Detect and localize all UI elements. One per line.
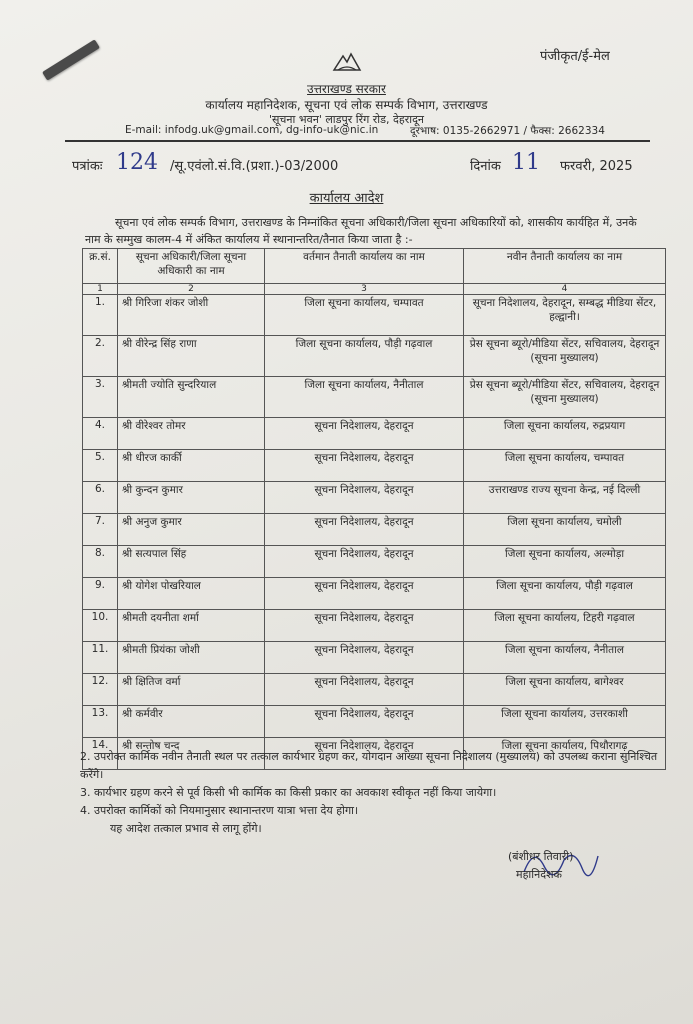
registered-label: पंजीकृत/ई-मेल — [540, 49, 610, 64]
table-row — [83, 706, 666, 738]
ref-code: /सू.एवंलो.सं.वि.(प्रशा.)-03/2000 — [170, 159, 339, 174]
table-header-row — [83, 249, 666, 284]
cell-current: जिला सूचना कार्यालय, चम्पावत — [265, 295, 464, 336]
table-row — [83, 295, 666, 336]
ref-label: पत्रांकः — [72, 159, 103, 174]
cell-current: सूचना निदेशालय, देहरादून — [265, 418, 464, 450]
cell-current: सूचना निदेशालय, देहरादून — [265, 450, 464, 482]
cell-name: श्री सन्तोष चन्द — [118, 738, 265, 770]
cell-name: श्रीमती प्रियंका जोशी — [118, 642, 265, 674]
government-name: उत्तराखण्ड सरकार — [307, 82, 386, 96]
email-text: E-mail: infodg.uk@gmail.com, dg-info-uk@nic.in — [125, 124, 379, 136]
cell-new: जिला सूचना कार्यालय, रुद्रप्रयाग — [464, 418, 666, 450]
cell-new: जिला सूचना कार्यालय, नैनीताल — [464, 642, 666, 674]
cell-sn: 14. — [83, 738, 118, 770]
cell-name: श्रीमती दयनीता शर्मा — [118, 610, 265, 642]
transfer-table — [82, 248, 666, 770]
cell-current: सूचना निदेशालय, देहरादून — [265, 546, 464, 578]
table-row — [83, 546, 666, 578]
note-effect: यह आदेश तत्काल प्रभाव से लागू होंगे। — [110, 822, 262, 835]
state-emblem-icon — [332, 48, 362, 74]
cell-sn: 4. — [83, 418, 118, 450]
cell-current: सूचना निदेशालय, देहरादून — [265, 674, 464, 706]
cell-name: श्री धीरज कार्की — [118, 450, 265, 482]
cell-new: जिला सूचना कार्यालय, पिथौरागढ़ — [464, 738, 666, 770]
table-row — [83, 482, 666, 514]
cell-sn: 9. — [83, 578, 118, 610]
reference-line — [72, 150, 652, 178]
cell-current: सूचना निदेशालय, देहरादून — [265, 642, 464, 674]
table-row — [83, 336, 666, 377]
paper-clip-icon — [42, 39, 100, 80]
table-row — [83, 610, 666, 642]
cell-new: जिला सूचना कार्यालय, पौड़ी गढ़वाल — [464, 578, 666, 610]
cell-current: जिला सूचना कार्यालय, पौड़ी गढ़वाल — [265, 336, 464, 377]
cell-current: सूचना निदेशालय, देहरादून — [265, 706, 464, 738]
cell-sn: 10. — [83, 610, 118, 642]
cell-name: श्री गिरिजा शंकर जोशी — [118, 295, 265, 336]
cell-sn: 7. — [83, 514, 118, 546]
cell-sn: 8. — [83, 546, 118, 578]
column-number-row — [83, 284, 666, 295]
cell-new: जिला सूचना कार्यालय, बागेश्वर — [464, 674, 666, 706]
cell-sn: 3. — [83, 377, 118, 418]
cell-sn: 11. — [83, 642, 118, 674]
cell-new: जिला सूचना कार्यालय, टिहरी गढ़वाल — [464, 610, 666, 642]
table-row — [83, 418, 666, 450]
table-row — [83, 578, 666, 610]
header-divider — [65, 140, 650, 142]
cell-sn: 1. — [83, 295, 118, 336]
intro-paragraph: सूचना एवं लोक सम्पर्क विभाग, उत्तराखण्ड के निम्नांकित सूचना अधिकारी/जिला सूचना अधिकारियों को, शासकीय कार्यहित में, उनके नाम के सम्मुख कालम-4 में अंकित कार्यालय में स्थानान्तरित/तैनात किया जाता है :- — [85, 216, 637, 246]
cell-name: श्री वीरेश्वर तोमर — [118, 418, 265, 450]
col-number: 4 — [464, 284, 666, 295]
date-label: दिनांक — [470, 159, 501, 174]
header-new: नवीन तैनाती कार्यालय का नाम — [464, 249, 666, 284]
cell-new: जिला सूचना कार्यालय, अल्मोड़ा — [464, 546, 666, 578]
table-row — [83, 674, 666, 706]
cell-current: सूचना निदेशालय, देहरादून — [265, 482, 464, 514]
header-current: वर्तमान तैनाती कार्यालय का नाम — [265, 249, 464, 284]
cell-name: श्री योगेश पोखरियाल — [118, 578, 265, 610]
cell-name: श्रीमती ज्योति सुन्दरियाल — [118, 377, 265, 418]
cell-name: श्री कुन्दन कुमार — [118, 482, 265, 514]
signature-block — [500, 848, 660, 884]
signatory-designation: महानिदेशक — [516, 868, 562, 881]
date-day: 11 — [512, 150, 540, 175]
order-title: कार्यालय आदेश — [309, 191, 384, 206]
office-address: 'सूचना भवन' लाडपुर रिंग रोड, देहरादून — [268, 113, 425, 126]
cell-name: श्री क्षितिज वर्मा — [118, 674, 265, 706]
phone-text: दूरभाष: 0135-2662971 / फैक्स: 2662334 — [410, 125, 605, 137]
cell-name: श्री कर्मवीर — [118, 706, 265, 738]
order-notes — [80, 748, 660, 838]
header-name: सूचना अधिकारी/जिला सूचना अधिकारी का नाम — [118, 249, 265, 284]
col-number: 3 — [265, 284, 464, 295]
cell-new: सूचना निदेशालय, देहरादून, सम्बद्ध मीडिया सेंटर, हल्द्वानी। — [464, 295, 666, 336]
note-2: 2. उपरोक्त कार्मिक नवीन तैनाती स्थल पर तत्काल कार्यभार ग्रहण कर, योगदान आख्या सूचना निदेशालय (मुख्यालय) को उपलब्ध कराना सुनिश्चित करेंगे। — [80, 750, 658, 781]
cell-sn: 2. — [83, 336, 118, 377]
cell-new: प्रेस सूचना ब्यूरो/मीडिया सेंटर, सचिवालय, देहरादून (सूचना मुख्यालय) — [464, 336, 666, 377]
note-4: 4. उपरोक्त कार्मिकों को नियमानुसार स्थानान्तरण यात्रा भत्ता देय होगा। — [80, 804, 359, 817]
cell-current: सूचना निदेशालय, देहरादून — [265, 514, 464, 546]
cell-name: श्री वीरेन्द्र सिंह राणा — [118, 336, 265, 377]
table-row — [83, 642, 666, 674]
cell-current: जिला सूचना कार्यालय, नैनीताल — [265, 377, 464, 418]
table-row — [83, 450, 666, 482]
cell-new: जिला सूचना कार्यालय, उत्तरकाशी — [464, 706, 666, 738]
note-3: 3. कार्यभार ग्रहण करने से पूर्व किसी भी कार्मिक का किसी प्रकार का अवकाश स्वीकृत नहीं किया जायेगा। — [80, 786, 497, 799]
ref-number: 124 — [116, 150, 158, 175]
office-name: कार्यालय महानिदेशक, सूचना एवं लोक सम्पर्क विभाग, उत्तराखण्ड — [205, 98, 488, 112]
cell-new: प्रेस सूचना ब्यूरो/मीडिया सेंटर, सचिवालय, देहरादून (सूचना मुख्यालय) — [464, 377, 666, 418]
header-sn: क्र.सं. — [83, 249, 118, 284]
cell-sn: 6. — [83, 482, 118, 514]
cell-current: सूचना निदेशालय, देहरादून — [265, 610, 464, 642]
cell-new: जिला सूचना कार्यालय, चमोली — [464, 514, 666, 546]
date-month-year: फरवरी, 2025 — [560, 159, 633, 174]
cell-sn: 5. — [83, 450, 118, 482]
cell-sn: 12. — [83, 674, 118, 706]
cell-current: सूचना निदेशालय, देहरादून — [265, 578, 464, 610]
table-row — [83, 514, 666, 546]
cell-new: उत्तराखण्ड राज्य सूचना केन्द्र, नई दिल्ली — [464, 482, 666, 514]
cell-new: जिला सूचना कार्यालय, चम्पावत — [464, 450, 666, 482]
col-number: 2 — [118, 284, 265, 295]
cell-name: श्री अनुज कुमार — [118, 514, 265, 546]
cell-sn: 13. — [83, 706, 118, 738]
cell-current: सूचना निदेशालय, देहरादून — [265, 738, 464, 770]
col-number: 1 — [83, 284, 118, 295]
cell-name: श्री सत्यपाल सिंह — [118, 546, 265, 578]
table-row — [83, 377, 666, 418]
signatory-name: (बंशीधर तिवारी) — [508, 850, 574, 863]
